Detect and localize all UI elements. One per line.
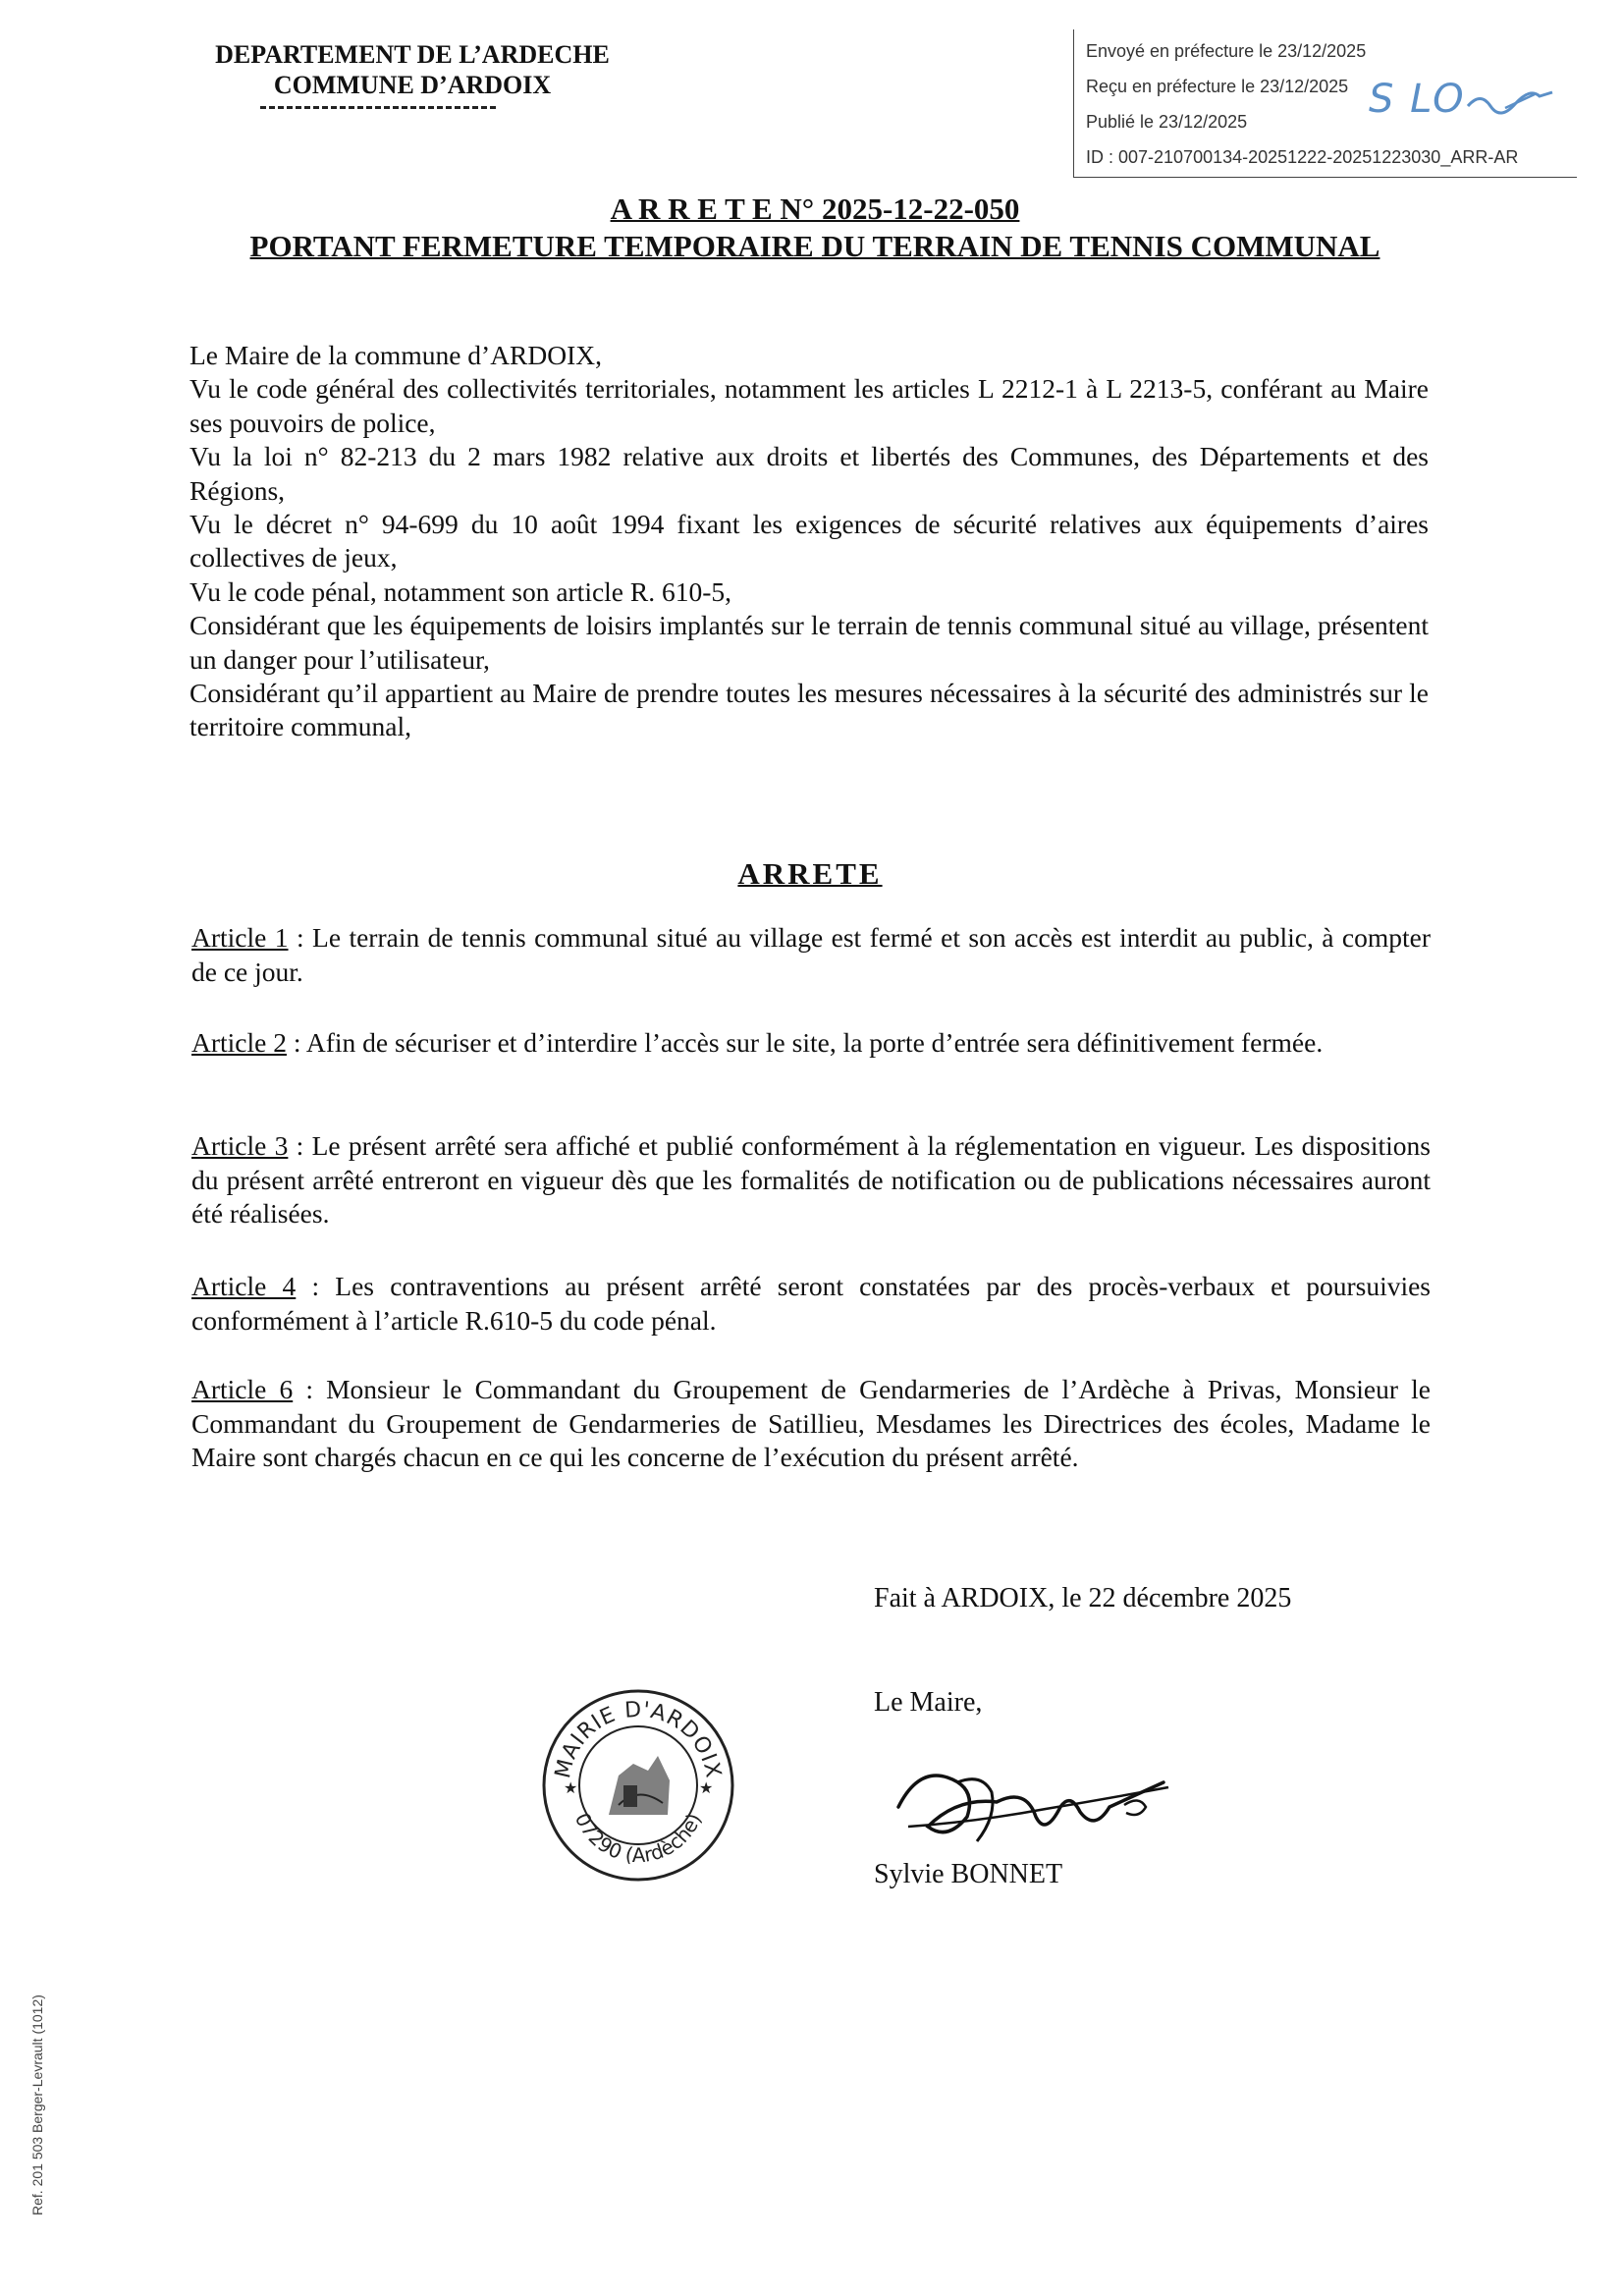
article-label: Article 4 [191, 1271, 297, 1301]
signatory-name: Sylvie BONNET [874, 1859, 1063, 1889]
svg-text:★: ★ [564, 1780, 578, 1797]
article-6 [191, 1373, 1431, 1475]
svg-text:07290 (Ardèche) [570, 1809, 706, 1867]
commune-name: COMMUNE D’ARDOIX [273, 71, 552, 99]
act-identifier: ID : 007-210700134-20251222-20251223030_ARR-AR [1086, 147, 1519, 167]
seal-top-text: MAIRIE D'ARDOIX [551, 1697, 726, 1781]
article-text: : Le présent arrêté sera affiché et publié conformément à la réglementation en vigueur. Les dispositions du présent arrêté entreront en vigueur dès que les formalités de notification ou de publications nécessaires auront été réalisées. [191, 1130, 1431, 1229]
article-1 [191, 921, 1431, 989]
preamble [189, 339, 1429, 744]
place-and-date: Fait à ARDOIX, le 22 décembre 2025 [874, 1583, 1292, 1613]
preamble-line: Le Maire de la commune d’ARDOIX, [189, 340, 603, 370]
article-label: Article 2 [191, 1027, 287, 1058]
article-2 [191, 1026, 1431, 1061]
preamble-line: Vu le décret n° 94-699 du 10 août 1994 fixant les exigences de sécurité relatives aux équipements d’aires collectives de jeux, [189, 509, 1429, 574]
svg-text:★: ★ [699, 1780, 714, 1797]
preamble-line: Vu le code pénal, notamment son article R. 610-5, [189, 575, 732, 607]
seal-bottom-text: 07290 (Ardèche) [569, 1809, 707, 1868]
header-divider [260, 106, 496, 109]
article-text: : Les contraventions au présent arrêté seront constatées par des procès-verbaux et poursuivies conformément à l’article R.610-5 du code pénal. [191, 1271, 1432, 1336]
article-4 [191, 1270, 1431, 1338]
article-text: : Monsieur le Commandant du Groupement de Gendarmeries de l’Ardèche à Privas, Monsieur le Commandant du Groupement de Gendarmeries de Satillieu, Mesdames les Directrices des écoles, Madame le Maire sont chargés chacun en ce qui les concerne de l’exécution du présent arrêté. [191, 1374, 1431, 1472]
department-name: DEPARTEMENT DE L’ARDECHE [215, 40, 610, 69]
received-date: Reçu en préfecture le 23/12/2025 [1086, 77, 1349, 96]
article-3 [191, 1129, 1431, 1231]
preamble-line: Vu le code général des collectivités territoriales, notamment les articles L 2212-1 à L 2213-5, conférant au Maire ses pouvoirs de police, [189, 373, 1429, 438]
mayor-signature [889, 1748, 1173, 1856]
handwritten-initials: S LO [1369, 77, 1554, 122]
form-reference: Ref. 201 503 Berger-Levrault (1012) [29, 1995, 45, 2215]
preamble-line: Considérant qu’il appartient au Maire de prendre toutes les mesures nécessaires à la sécurité des administrés sur le territoire communal, [189, 678, 1429, 742]
article-label: Article 3 [191, 1130, 289, 1161]
preamble-line: Considérant que les équipements de loisirs implantés sur le terrain de tennis communal situé au village, présentent un danger pour l’utilisateur, [189, 610, 1429, 675]
department-header [157, 39, 668, 100]
article-label: Article 1 [191, 922, 289, 953]
article-text: : Le terrain de tennis communal situé au village est fermé et son accès est interdit au public, à compter de ce jour. [191, 922, 1431, 987]
sent-date: Envoyé en préfecture le 23/12/2025 [1086, 41, 1367, 61]
arrete-heading: ARRETE [737, 856, 883, 891]
town-hall-seal [540, 1687, 736, 1884]
decree-number: A R R E T E N° 2025-12-22-050 [610, 191, 1020, 226]
preamble-line: Vu la loi n° 82-213 du 2 mars 1982 relative aux droits et libertés des Communes, des Départements et des Régions, [189, 441, 1429, 506]
signatory-role: Le Maire, [874, 1687, 983, 1718]
prefecture-transmission-stamp [1073, 29, 1577, 178]
article-label: Article 6 [191, 1374, 294, 1404]
published-date: Publié le 23/12/2025 [1086, 112, 1248, 132]
document-title [118, 191, 1512, 265]
article-text: : Afin de sécuriser et d’interdire l’accès sur le site, la porte d’entrée sera définitivement fermée. [286, 1027, 1324, 1058]
decree-subject: PORTANT FERMETURE TEMPORAIRE DU TERRAIN DE TENNIS COMMUNAL [249, 229, 1380, 263]
